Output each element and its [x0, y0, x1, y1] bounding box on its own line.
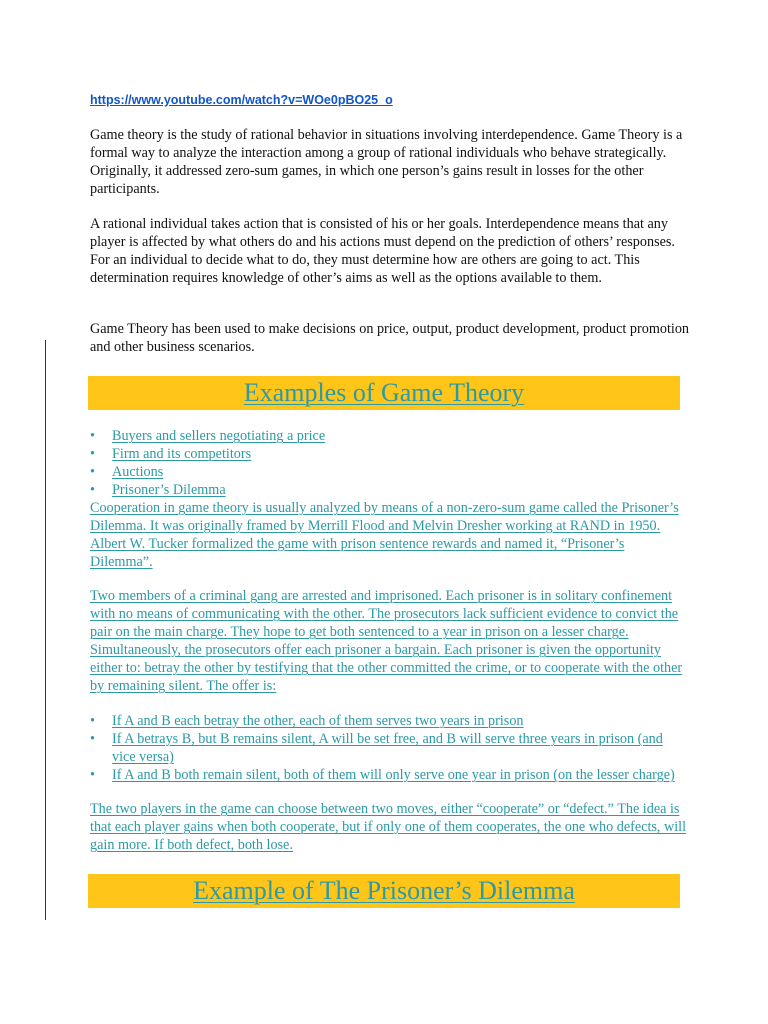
examples-heading: Examples of Game Theory	[243, 378, 525, 407]
list-item-text: Prisoner’s Dilemma	[112, 482, 226, 498]
list-item	[90, 712, 680, 730]
bullet-icon: •	[90, 446, 95, 462]
list-item	[90, 463, 680, 481]
bullet-icon: •	[90, 731, 95, 747]
list-item-text: If A and B both remain silent, both of them will only serve one year in prison (on the lesser charge)	[112, 767, 675, 783]
list-item-text: If A and B each betray the other, each of them serves two years in prison	[112, 713, 524, 729]
bullet-icon: •	[90, 428, 95, 444]
offer-list	[90, 712, 680, 784]
list-item-text: Buyers and sellers negotiating a price	[112, 428, 326, 444]
two-moves-text: The two players in the game can choose between two moves, either “cooperate” or “defect.” The idea is that each player gains when both cooperate, but if only one of them cooperates, the one who defects, will gain more. If both defect, both lose.	[90, 801, 687, 853]
list-item	[90, 766, 680, 784]
list-item	[90, 427, 680, 445]
list-item	[90, 730, 680, 766]
bullet-icon: •	[90, 713, 95, 729]
cooperation-paragraph	[90, 499, 690, 571]
bullet-icon: •	[90, 767, 95, 783]
list-item-text: Auctions	[112, 464, 164, 480]
prisoners-dilemma-heading: Example of The Prisoner’s Dilemma	[193, 876, 575, 905]
prisoners-dilemma-heading-band	[88, 874, 680, 908]
list-item-text: If A betrays B, but B remains silent, A will be set free, and B will serve three years in prison (and vice versa)	[112, 731, 663, 765]
bullet-icon: •	[90, 464, 95, 480]
list-item	[90, 445, 680, 463]
cooperation-text: Cooperation in game theory is usually analyzed by means of a non-zero-sum game called the Prisoner’s Dilemma. It was originally framed by Merrill Flood and Melvin Dresher working at RAND in 1950. Albert W. Tucker formalized the game with prison sentence rewards and named it, “Prisoner’s Dilemma”.	[90, 500, 679, 570]
list-item-text: Firm and its competitors	[112, 446, 252, 462]
rational-individual-paragraph: A rational individual takes action that is consisted of his or her goals. Interdependence means that any player is affected by what others do and his actions must depend on the prediction of others’ responses. For an individual to decide what to do, they must determine how are others are going to act. This determination requires knowledge of other’s aims as well as the options available to them.	[90, 216, 675, 286]
examples-list	[90, 427, 680, 499]
gang-scenario-paragraph	[90, 587, 690, 695]
intro-paragraph: Game theory is the study of rational behavior in situations involving interdependence. Game Theory is a formal way to analyze the interaction among a group of rational individuals who behave strategically. Originally, it addressed zero-sum games, in which one person’s gains result in losses for the other participants.	[90, 127, 683, 197]
two-moves-paragraph	[90, 800, 690, 854]
business-use-paragraph: Game Theory has been used to make decisions on price, output, product development, product promotion and other business scenarios.	[90, 321, 690, 355]
bullet-icon: •	[90, 482, 95, 498]
margin-line	[45, 340, 46, 920]
examples-heading-band	[88, 376, 680, 410]
youtube-link[interactable]: https://www.youtube.com/watch?v=WOe0pBO25_o	[90, 93, 393, 107]
gang-scenario-text: Two members of a criminal gang are arrested and imprisoned. Each prisoner is in solitary confinement with no means of communicating with the other. The prosecutors lack sufficient evidence to convict the pair on the main charge. They hope to get both sentenced to a year in prison on a lesser charge. Simultaneously, the prosecutors offer each prisoner a bargain. Each prisoner is given the opportunity either to: betray the other by testifying that the other committed the crime, or to cooperate with the other by remaining silent. The offer is:	[90, 588, 683, 694]
list-item	[90, 481, 680, 499]
